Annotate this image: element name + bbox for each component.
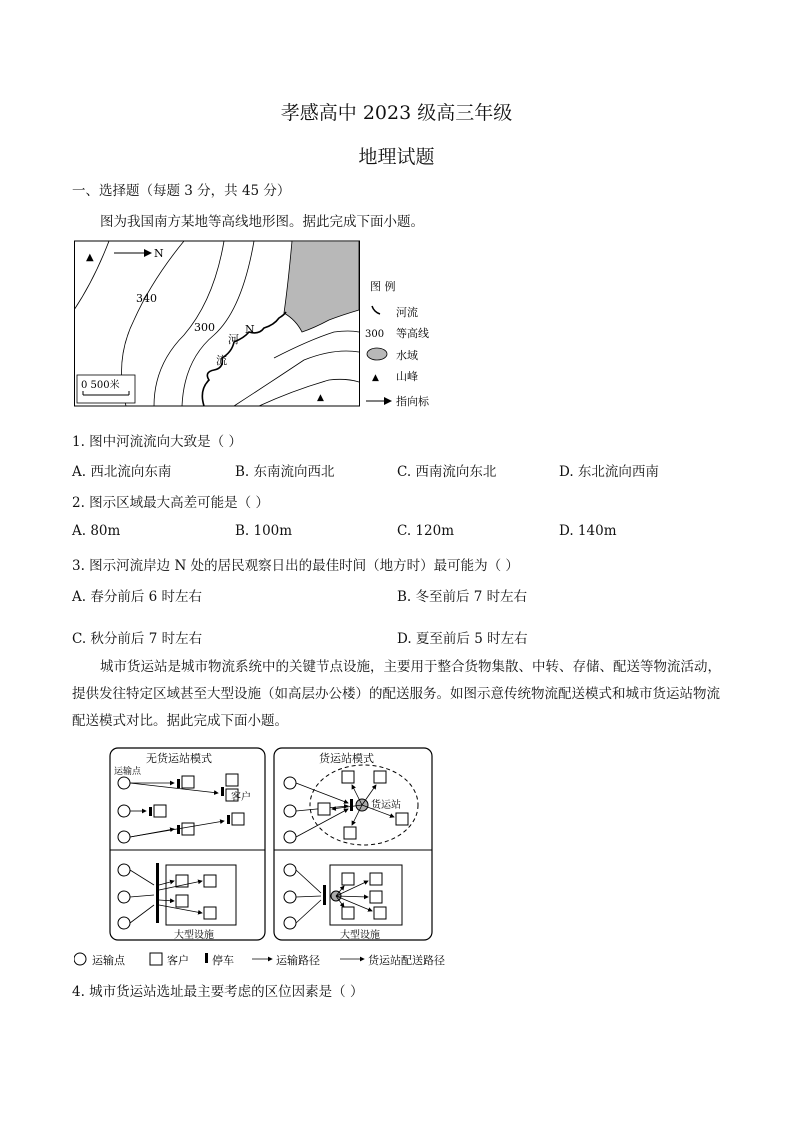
question-3-stem: 3. 图示河流岸边 N 处的居民观察日出的最佳时间（地方时）最可能为（ ）	[72, 558, 519, 574]
legend-peak-icon: ▲	[372, 373, 379, 383]
contour-label-300: 300	[194, 321, 215, 334]
river-char-1: 河	[228, 333, 239, 346]
logistics-diagram	[74, 745, 474, 975]
question-4-stem: 4. 城市货运站选址最主要考虑的区位因素是（ ）	[72, 984, 364, 1000]
q2-option-a[interactable]: A. 80m	[72, 523, 121, 539]
legend-peak: 山峰	[396, 370, 418, 383]
q3-option-b[interactable]: B. 冬至前后 7 时左右	[397, 589, 528, 605]
page-title: 孝感高中 2023 级高三年级	[280, 102, 513, 124]
legend-river-icon	[372, 306, 380, 314]
transport-point-label: 运输点	[114, 767, 142, 777]
legend-title: 图 例	[370, 280, 396, 293]
peak-icon: ▲	[317, 393, 324, 403]
point-n-label: N	[245, 323, 255, 336]
q1-option-a[interactable]: A. 西北流向东南	[72, 464, 172, 480]
customer-label: 客户	[231, 792, 251, 803]
legend-route: 运输路径	[276, 954, 320, 967]
svg-text:▲: ▲	[86, 252, 94, 263]
legend-parking: 停车	[212, 954, 234, 967]
facility-right-label: 大型设施	[340, 930, 380, 941]
contour-map	[74, 240, 444, 410]
legend-water-icon	[367, 348, 387, 360]
legend-arrow: 指向标	[396, 395, 429, 408]
q2-option-d[interactable]: D. 140m	[559, 523, 617, 539]
question-1-stem: 1. 图中河流流向大致是（ ）	[72, 434, 242, 450]
q3-option-d[interactable]: D. 夏至前后 5 时左右	[397, 631, 528, 647]
q2-option-b[interactable]: B. 100m	[235, 523, 293, 539]
q2-option-c[interactable]: C. 120m	[397, 523, 454, 539]
legend-contour-num: 300	[365, 329, 385, 340]
q1-option-b[interactable]: B. 东南流向西北	[235, 464, 335, 480]
left-panel-title: 无货运站模式	[146, 752, 212, 765]
q1-option-d[interactable]: D. 东北流向西南	[559, 464, 659, 480]
scale-label: 0 500米	[81, 380, 120, 391]
legend-customer: 客户	[167, 954, 189, 967]
question-2-stem: 2. 图示区域最大高差可能是（ ）	[72, 495, 269, 511]
q3-option-a[interactable]: A. 春分前后 6 时左右	[72, 589, 203, 605]
river-char-2: 流	[216, 354, 227, 367]
facility-left-label: 大型设施	[174, 930, 214, 941]
legend-point: 运输点	[92, 954, 125, 967]
legend-contour: 等高线	[396, 327, 429, 340]
page-subtitle: 地理试题	[358, 146, 435, 168]
north-label: N	[154, 247, 164, 260]
section-heading: 一、选择题（每题 3 分，共 45 分）	[72, 183, 291, 199]
right-panel-title: 货运站模式	[319, 752, 374, 765]
legend-customer-icon	[150, 953, 162, 965]
intro-paragraph-2: 城市货运站是城市物流系统中的关键节点设施，主要用于整合货物集散、中转、存储、配送等物流活动，提供发往特定区域甚至大型设施（如高层办公楼）的配送服务。如图示意传统物流配送模式和城市货运站物流配送模式对比。据此完成下面小题。	[72, 659, 721, 729]
q1-option-c[interactable]: C. 西南流向东北	[397, 464, 497, 480]
legend-arrow-icon	[384, 397, 392, 405]
legend-parking-icon	[205, 953, 208, 963]
legend-river: 河流	[396, 306, 418, 319]
contour-label-340: 340	[136, 292, 157, 305]
station-label: 货运站	[371, 800, 401, 811]
legend-point-icon	[74, 953, 86, 965]
q3-option-c[interactable]: C. 秋分前后 7 时左右	[72, 631, 203, 647]
intro-paragraph-1: 图为我国南方某地等高线地形图。据此完成下面小题。	[100, 214, 424, 230]
legend-delivery: 货运站配送路径	[368, 954, 445, 967]
legend-water: 水域	[396, 349, 418, 362]
